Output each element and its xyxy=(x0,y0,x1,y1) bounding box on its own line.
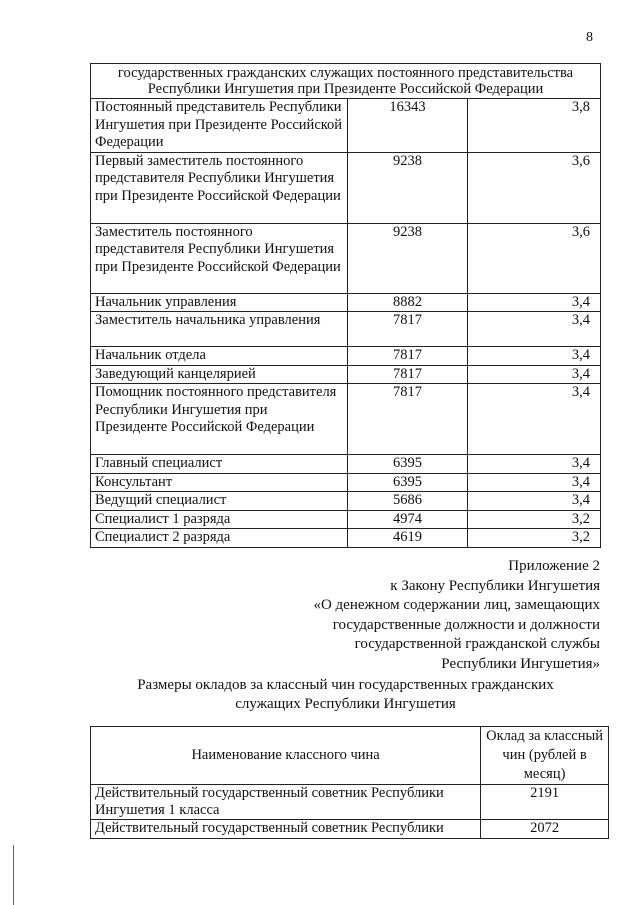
appendix-line: государственной гражданской службы xyxy=(354,636,600,652)
table-title-line: Размеры окладов за классный чин государственных гражданских xyxy=(137,677,554,693)
table-header-row xyxy=(91,64,601,99)
position-cell: Постоянный представитель Республики Ингушетия при Президенте Российской Федерации xyxy=(91,99,348,153)
scan-margin-line xyxy=(13,845,14,905)
position-cell: Начальник управления xyxy=(91,293,348,312)
table-row xyxy=(91,785,609,820)
salary-cell: 7817 xyxy=(348,312,468,347)
coefficient-cell: 3,6 xyxy=(468,152,601,223)
table-row xyxy=(91,529,601,548)
coefficient-cell: 3,4 xyxy=(468,293,601,312)
table-row xyxy=(91,312,601,347)
table-header-cell: государственных гражданских служащих постоянного представительства Республики Ингушетия при Президенте Российской Федерации xyxy=(91,64,601,99)
salary-cell: 7817 xyxy=(348,365,468,384)
table-row xyxy=(91,473,601,492)
table-row xyxy=(91,365,601,384)
salary-cell: 4974 xyxy=(348,510,468,529)
coefficient-cell: 3,4 xyxy=(468,473,601,492)
position-cell: Заведующий канцелярией xyxy=(91,365,348,384)
salary-table xyxy=(90,63,601,548)
salary-cell: 16343 xyxy=(348,99,468,153)
table-row xyxy=(91,492,601,511)
position-cell: Начальник отдела xyxy=(91,347,348,366)
class-rank-table xyxy=(90,726,609,839)
table-row xyxy=(91,223,601,293)
salary-cell: 7817 xyxy=(348,384,468,455)
coefficient-cell: 3,2 xyxy=(468,510,601,529)
position-cell: Помощник постоянного представителя Республики Ингушетия при Президенте Российской Федерации xyxy=(91,384,348,455)
position-cell: Заместитель начальника управления xyxy=(91,312,348,347)
header-rank-name: Наименование классного чина xyxy=(91,727,481,785)
coefficient-cell: 3,2 xyxy=(468,529,601,548)
coefficient-cell: 3,4 xyxy=(468,492,601,511)
appendix-line: Приложение 2 xyxy=(508,558,600,574)
rank-name-cell: Действительный государственный советник Республики xyxy=(91,820,481,839)
position-cell: Главный специалист xyxy=(91,455,348,474)
position-cell: Заместитель постоянного представителя Республики Ингушетия при Президенте Российской Федерации xyxy=(91,223,348,293)
coefficient-cell: 3,4 xyxy=(468,384,601,455)
appendix-line: к Закону Республики Ингушетия xyxy=(390,577,600,594)
table-row xyxy=(91,347,601,366)
salary-cell: 6395 xyxy=(348,455,468,474)
salary-cell: 6395 xyxy=(348,473,468,492)
table-title xyxy=(90,676,601,714)
header-oklad: Оклад за классный чин (рублей в месяц) xyxy=(481,727,609,785)
oklad-cell: 2191 xyxy=(481,785,609,820)
salary-cell: 8882 xyxy=(348,293,468,312)
position-cell: Ведущий специалист xyxy=(91,492,348,511)
table-row xyxy=(91,455,601,474)
table-title-line: служащих Республики Ингушетия xyxy=(235,696,456,712)
oklad-cell: 2072 xyxy=(481,820,609,839)
appendix-line: Республики Ингушетия» xyxy=(441,655,600,672)
position-cell: Первый заместитель постоянного представителя Республики Ингушетия при Президенте Российской Федерации xyxy=(91,152,348,223)
appendix-heading xyxy=(160,557,600,674)
salary-cell: 4619 xyxy=(348,529,468,548)
coefficient-cell: 3,4 xyxy=(468,365,601,384)
table-header-row xyxy=(91,727,609,785)
table-row xyxy=(91,293,601,312)
table-row xyxy=(91,820,609,839)
salary-cell: 9238 xyxy=(348,152,468,223)
position-cell: Специалист 2 разряда xyxy=(91,529,348,548)
position-cell: Консультант xyxy=(91,473,348,492)
coefficient-cell: 3,4 xyxy=(468,455,601,474)
appendix-line: «О денежном содержании лиц, замещающих xyxy=(313,597,600,613)
position-cell: Специалист 1 разряда xyxy=(91,510,348,529)
salary-cell: 9238 xyxy=(348,223,468,293)
rank-name-cell: Действительный государственный советник Республики Ингушетия 1 класса xyxy=(91,785,481,820)
table-row xyxy=(91,384,601,455)
salary-cell: 7817 xyxy=(348,347,468,366)
coefficient-cell: 3,4 xyxy=(468,347,601,366)
table-row xyxy=(91,99,601,153)
coefficient-cell: 3,8 xyxy=(468,99,601,153)
table-row xyxy=(91,152,601,223)
salary-cell: 5686 xyxy=(348,492,468,511)
appendix-line: государственные должности и должности xyxy=(332,616,600,633)
coefficient-cell: 3,4 xyxy=(468,312,601,347)
table-row xyxy=(91,510,601,529)
coefficient-cell: 3,6 xyxy=(468,223,601,293)
page-number: 8 xyxy=(586,30,593,45)
